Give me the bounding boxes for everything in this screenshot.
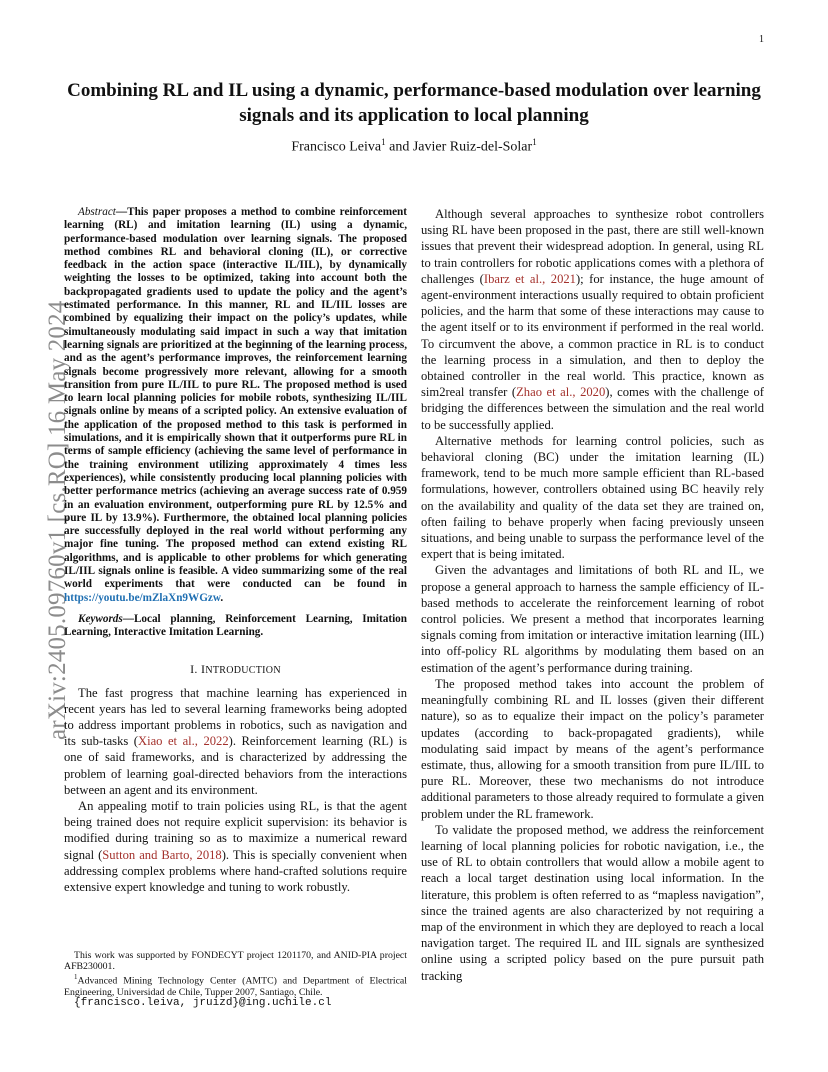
author-affiliation-mark: 1 [381, 137, 386, 147]
author-emails: {francisco.leiva, jruizd}@ing.uchile.cl [74, 997, 332, 1010]
body-paragraph [64, 798, 407, 895]
author-affiliation-mark: 1 [532, 137, 537, 147]
page-number: 1 [759, 34, 764, 45]
paragraph-text: Although several approaches to synthesize robot controllers using RL have been proposed in the past, there are still well-known issues that prevent their widespread adoption. In general, using RL to train controllers for robotic applications comes with a plethora of challenges ( [421, 207, 764, 286]
body-paragraph: Alternative methods for learning control policies, such as behavioral cloning (BC) under the imitation learning (IL) framework, tend to be much more sample efficient than RL-based formulations, however, controllers obtained using BC heavily rely on the availability and quality of the data set they are trained on, often failing to behave properly when facing previously unseen situations, and being unable to surpass the performance level of the expert that is being imitated. [421, 433, 764, 562]
citation-link[interactable]: Xiao et al., 2022 [137, 734, 229, 749]
author-line [60, 137, 768, 156]
footnotes [64, 950, 407, 1009]
body-paragraph [64, 685, 407, 798]
citation-link[interactable]: Sutton and Barto, 2018 [102, 847, 222, 862]
citation-link[interactable]: Ibarz et al., 2021 [483, 271, 576, 286]
abstract-end: . [220, 591, 224, 604]
body-paragraph: The proposed method takes into account the problem of meaningfully combining RL and IL losses (given their different nature), so as to equalize their impact on the policy’s parameter updates (according to back-propagated gradients), while modulating said impact by means of the agent’s performance estimate, thus, allowing for a smooth transition from pure IL/IIL to pure RL. Moreover, these two mechanisms do not introduce additional parameters to those already required to formulate a given problem under the RL framework. [421, 676, 764, 821]
paragraph-text: ). This is specially convenient when addressing complex problems where hand-crafted solutions require extensive expert knowledge and tuning to work robustly. [64, 847, 407, 894]
abstract [64, 206, 407, 605]
keywords-label: Keywords [78, 612, 123, 625]
arxiv-identifier-stamp[interactable]: arXiv:2405.09760v1 [cs.RO] 16 May 2024 [44, 300, 71, 740]
section-title-rest: NTRODUCTION [205, 664, 281, 676]
paragraph-text: ). Reinforcement learning (RL) is one of said frameworks, and is characterized by addressing the problem of learning goal-directed behaviors from the interactions between an agent and its environment. [64, 734, 407, 797]
affiliation-mark: 1 [74, 973, 78, 982]
affiliation-text: Advanced Mining Technology Center (AMTC) and Department of Electrical Engineering, Universidad de Chile, Tupper 2007, Santiago, Chile. [64, 975, 407, 998]
abstract-text: —This paper proposes a method to combine reinforcement learning (RL) and imitation learning (IL) using a dynamic, performance-based modulation over learning signals. The proposed method combines RL and behavioral cloning (IL), or corrective feedback in the action space (interactive IL/IIL), by dynamically weighting the losses to be optimized, taking into account both the backpropagated gradients used to update the policy and the agent’s estimated performance. In this manner, RL and IL/IIL losses are combined by equalizing their impact on the policy’s updates, while simultaneously modulating said impact in such a way that imitation learning signals are prioritized at the beginning of the learning process, and as the agent’s performance improves, the reinforcement learning signals become progressively more relevant, allowing for a smooth transition from pure IL/IIL to pure RL. The proposed method is used to learn local planning policies for mobile robots, synthesizing IL/IIL signals online by means of a scripted policy. An extensive evaluation of the application of the proposed method to this task is performed in simulations, and it is empirically shown that it outperforms pure RL in terms of sample efficiency (achieving the same level of performance in the training environment utilizing approximately 4 times less experiences), while consistently producing local planning policies with better performance metrics (achieving an average success rate of 0.959 in an evaluation environment, outperforming pure RL by 12.5% and pure IL by 13.9%). Furthermore, the obtained local planning policies are successfully deployed in the real world without performing any major fine tuning. The proposed method can extend existing RL algorithms, and is applicable to other problems for which generating IL/IIL signals online is feasible. A video summarizing some of the real world experiments that were conducted can be found in [64, 206, 407, 591]
keywords [64, 613, 407, 640]
abstract-label: Abstract [78, 206, 116, 218]
body-paragraph: To validate the proposed method, we address the reinforcement learning of local planning policies for robotic navigation, i.e., the use of RL to obtain controllers that would allow a mobile agent to reach a local target destination using local information. In the literature, this problem is often referred to as “mapless navigation”, since the trained agents are also characterized by not requiring a map of the environment in which they are deployed to reach a local navigation target. The required IL and IIL signals are synthesized online using a scripted policy based on the pure pursuit path tracking [421, 822, 764, 983]
section-heading-introduction [64, 662, 407, 677]
section-number: I. [190, 661, 202, 676]
left-column [64, 206, 407, 895]
affiliation-footnote [64, 972, 407, 998]
keywords-text: —Local planning, Reinforcement Learning, Imitation Learning, Interactive Imitation Learning. [64, 612, 407, 639]
citation-link[interactable]: Zhao et al., 2020 [516, 385, 606, 400]
paper-title: Combining RL and IL using a dynamic, performance-based modulation over learning signals and its application to local planning [67, 80, 761, 126]
author-name: Francisco Leiva [291, 139, 382, 155]
body-paragraph: Given the advantages and limitations of both RL and IL, we propose a general approach to harness the sample efficiency of IL-based methods to accelerate the reinforcement learning of robot control policies. We present a method that incorporates learning signals coming from imitation or interactive imitation learning (IIL) into off-policy RL algorithms by modulating them based on an estimation of the agent’s performance during training. [421, 563, 764, 675]
section-initial: I [201, 661, 206, 676]
funding-footnote: This work was supported by FONDECYT project 1201170, and ANID-PIA project AFB230001. [64, 950, 407, 973]
video-link[interactable]: https://youtu.be/mZlaXn9WGzw [64, 591, 221, 604]
author-connector: and [385, 139, 413, 155]
right-column [421, 206, 764, 984]
body-paragraph [421, 206, 764, 433]
paragraph-text: An appealing motif to train policies using RL, is that the agent being trained does not require explicit supervision: its behavior is modified during training so as to maximize a numerical reward signal ( [64, 798, 407, 862]
paragraph-text: ), comes with the challenge of bridging the differences between the simulation and the real world to be successfully applied. [421, 385, 764, 432]
paragraph-text: ); for instance, the huge amount of agent-environment interactions usually required to obtain proficient policies, and the harm that some of these interactions may cause to the agent itself or to its environment if performed in the real world. To circumvent the above, a common practice in RL is to conduct the learning process in a simulation, and then to deploy the obtained controller in the real world. This practice, known as sim2real transfer ( [421, 271, 765, 400]
author-name: Javier Ruiz-del-Solar [412, 139, 533, 155]
paragraph-text: The fast progress that machine learning has experienced in recent years has led to several learning frameworks being adopted to address important problems in robotics, such as navigation and its sub-tasks ( [64, 685, 407, 749]
